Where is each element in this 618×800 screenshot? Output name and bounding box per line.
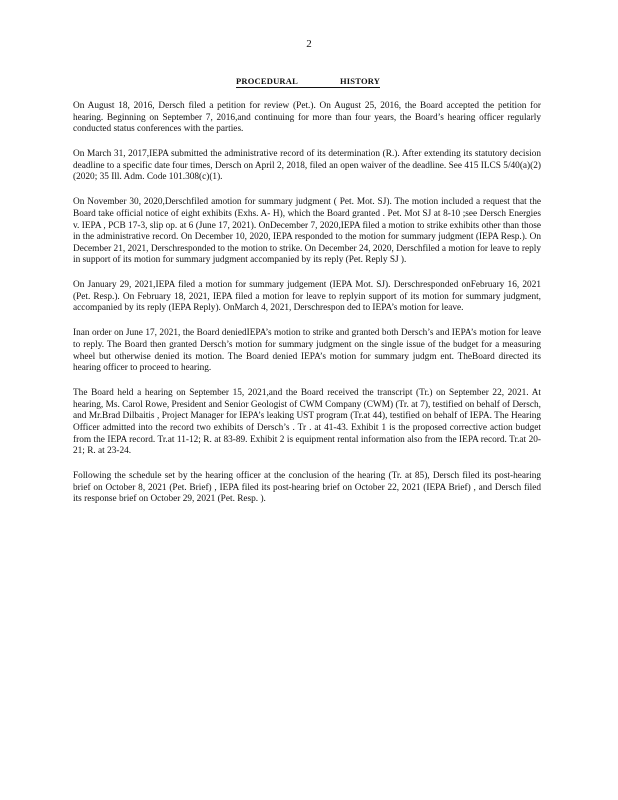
paragraph-petition-filed: On August 18, 2016, Dersch filed a petition for review (Pet.). On August 25, 2016, the Board accepted the petition for hearing. Beginning on September 7, 2016,and continuing for more than four years, the Board’s hearing officer regularly conducted status conferences with the parties.	[73, 101, 541, 135]
paragraph-iepa-motion: On January 29, 2021,IEPA filed a motion for summary judgement (IEPA Mot. SJ). Derschresponded onFebruary 16, 2021 (Pet. Resp.). On February 18, 2021, IEPA filed a motion for leave to replyin support of its motion for summary judgment, accompanied by its reply (IEPA Reply). OnMarch 4, 2021, Derschrespon ded to IEPA’s motion for leave.	[73, 280, 541, 314]
paragraph-summary-judgment-motion: On November 30, 2020,Derschfiled amotion for summary judgment ( Pet. Mot. SJ). The motion included a request that the Board take official notice of eight exhibits (Exhs. A- H), which the Board granted . Pet. Mot SJ at 8-10 ;see Dersch Energies v. IEPA , PCB 17-3, slip op. at 6 (June 17, 2021). OnDecember 7, 2020,IEPA filed a motion to strike exhibits other than those in the administrative record. On December 10, 2020, IEPA responded to the motion for summary judgment (IEPA Resp.). On December 21, 2021, Derschresponded to the motion to strike. On December 24, 2020, Derschfiled a motion for leave to reply in support of its motion for summary judgment accompanied by its reply (Pet. Reply SJ ).	[73, 197, 541, 266]
heading-word-2: HISTORY	[339, 76, 381, 86]
heading-word-1: PROCEDURAL	[236, 76, 298, 86]
procedural-history-body	[73, 101, 541, 519]
paragraph-briefs: Following the schedule set by the hearing officer at the conclusion of the hearing (Tr. at 85), Dersch filed its post-hearing brief on October 8, 2021 (Pet. Brief) , IEPA filed its post-hearing brief on October 22, 2021 (IEPA Brief) , and Dersch filed its response brief on October 29, 2021 (Pet. Resp. ).	[73, 471, 541, 505]
paragraph-hearing: The Board held a hearing on September 15, 2021,and the Board received the transcript (Tr.) on September 22, 2021. At hearing, Ms. Carol Rowe, President and Senior Geologist of CWM Company (CWM) (Tr. at 7), testified on behalf of Dersch, and Mr.Brad Dilbaitis , Project Manager for IEPA’s leaking UST program (Tr.at 44), testified on behalf of IEPA. The Hearing Officer admitted into the record two exhibits of Dersch’s . Tr . at 41-43. Exhibit 1 is the proposed corrective action budget from the IEPA record. Tr.at 11-12; R. at 83-89. Exhibit 2 is equipment rental information also from the IEPA record. Tr.at 20-21; R. at 23-24.	[73, 388, 541, 457]
paragraph-administrative-record: On March 31, 2017,IEPA submitted the administrative record of its determination (R.). After extending its statutory decision deadline to a specific date four times, Dersch on April 2, 2018, filed an open waiver of the deadline. See 415 ILCS 5/40(a)(2) (2020; 35 Ill. Adm. Code 101.308(c)(1).	[73, 149, 541, 183]
section-heading	[236, 76, 380, 88]
page-number: 2	[306, 38, 312, 50]
paragraph-board-order: Inan order on June 17, 2021, the Board deniedIEPA’s motion to strike and granted both Dersch’s and IEPA’s motion for leave to reply. The Board then granted Dersch’s motion for summary judgment on the single issue of the budget for a measuring wheel but otherwise denied its motion. The Board denied IEPA’s motion for summary judgm ent. TheBoard directed its hearing officer to proceed to hearing.	[73, 328, 541, 374]
